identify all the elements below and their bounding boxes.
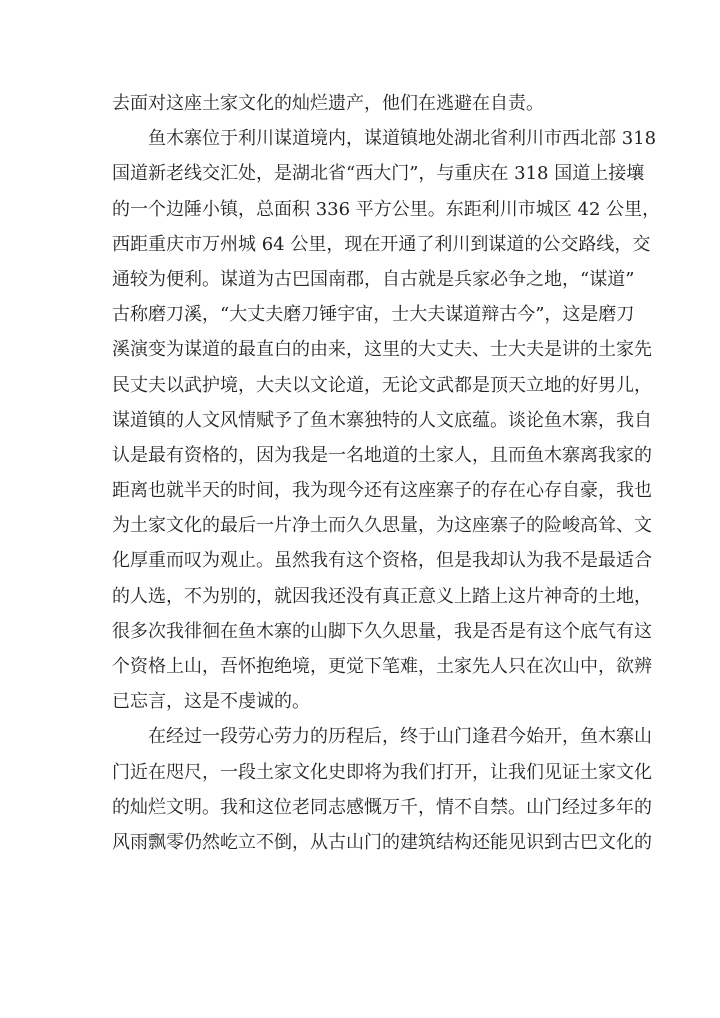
text-line: 溪演变为谋道的最直白的由来，这里的大丈夫、士大夫是讲的土家先 bbox=[112, 339, 652, 361]
text-line: 很多次我徘徊在鱼木寨的山脚下久久思量，我是否是有这个底气有这 bbox=[112, 620, 652, 642]
text-line: 的人选，不为别的，就因我还没有真正意义上踏上这片神奇的土地， bbox=[112, 585, 652, 607]
text-line: 距离也就半天的时间，我为现今还有这座寨子的存在心存自豪，我也 bbox=[112, 480, 652, 502]
text-line: 去面对这座土家文化的灿烂遗产，他们在逃避在自责。 bbox=[112, 93, 544, 114]
text-line: 认是最有资格的，因为我是一名地道的土家人，且而鱼木寨离我家的 bbox=[112, 444, 652, 466]
text-line: 西距重庆市万州城 64 公里，现在开通了利川到谋道的公交路线，交 bbox=[112, 233, 651, 255]
text-line: 古称磨刀溪，“大丈夫磨刀锤宇宙，士大夫谋道辩古今”，这是磨刀 bbox=[112, 304, 635, 326]
body-text bbox=[112, 86, 661, 860]
text-line: 风雨飘零仍然屹立不倒，从古山门的建筑结构还能见识到古巴文化的 bbox=[112, 831, 652, 853]
text-line: 为土家文化的最后一片净土而久久思量，为这座寨子的险峻高耸、文 bbox=[112, 515, 652, 537]
text-line: 通较为便利。谋道为古巴国南郡，自古就是兵家必争之地，“谋道” bbox=[112, 268, 635, 290]
text-line: 化厚重而叹为观止。虽然我有这个资格，但是我却认为我不是最适合 bbox=[112, 550, 652, 572]
text-line: 的灿烂文明。我和这位老同志感慨万千，情不自禁。山门经过多年的 bbox=[112, 796, 652, 818]
text-line: 国道新老线交汇处，是湖北省“西大门”，与重庆在 318 国道上接壤 bbox=[112, 163, 645, 185]
text-line: 民丈夫以武护境，大夫以文论道，无论文武都是顶天立地的好男儿， bbox=[112, 374, 652, 396]
text-line: 在经过一段劳心劳力的历程后，终于山门逢君今始开，鱼木寨山 bbox=[148, 726, 652, 748]
text-line: 的一个边陲小镇，总面积 336 平方公里。东距利川市城区 42 公里， bbox=[112, 198, 661, 220]
text-line: 个资格上山，吾怀抱绝境，更觉下笔难，土家先人只在次山中，欲辨 bbox=[112, 656, 652, 677]
text-line: 鱼木寨位于利川谋道境内，谋道镇地处湖北省利川市西北部 318 bbox=[148, 128, 657, 150]
text-line: 门近在咫尺，一段土家文化史即将为我们打开，让我们见证土家文化 bbox=[112, 761, 652, 783]
text-line: 谋道镇的人文风情赋予了鱼木寨独特的人文底蕴。谈论鱼木寨，我自 bbox=[112, 409, 652, 431]
text-line: 已忘言，这是不虔诚的。 bbox=[112, 691, 310, 713]
